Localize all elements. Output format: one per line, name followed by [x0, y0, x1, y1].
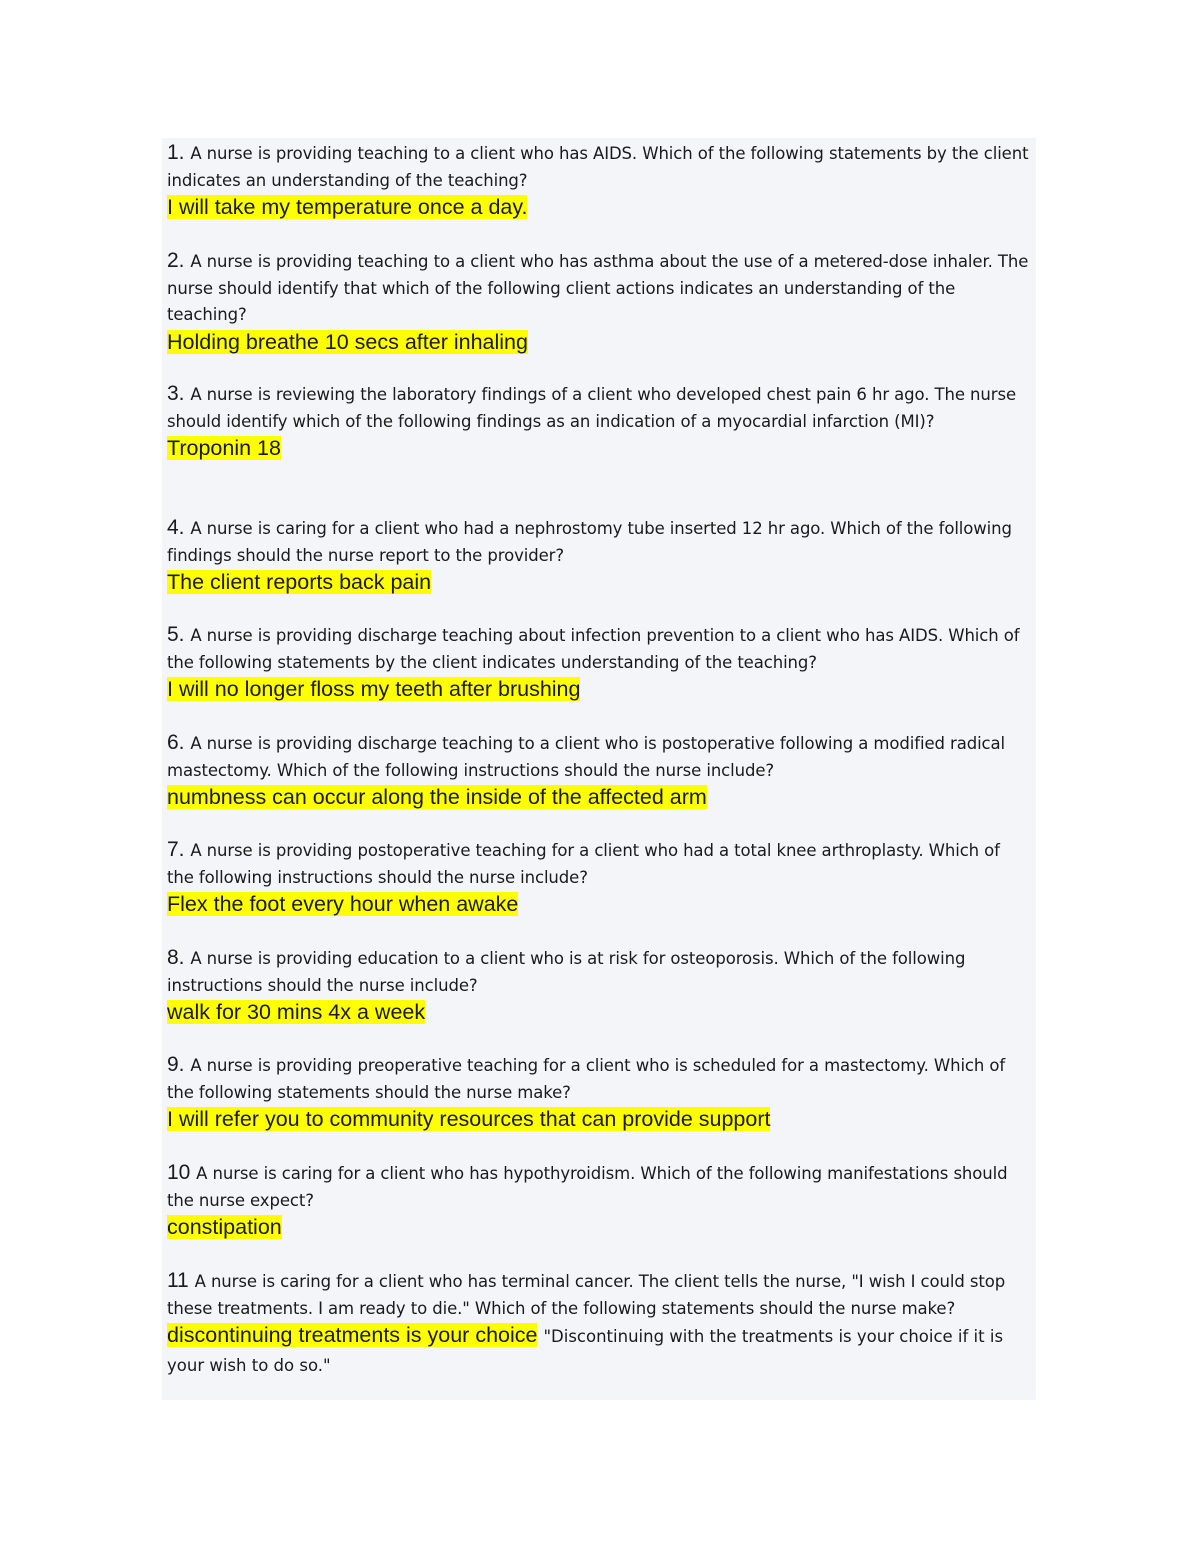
question-item-5 — [167, 622, 1029, 703]
question-item-4 — [167, 515, 1029, 596]
question-body: A nurse is providing discharge teaching to a client who is postoperative following a modified radical mastectomy. Which of the following instructions should the nurse include? — [167, 734, 1006, 780]
question-body: A nurse is reviewing the laboratory findings of a client who developed chest pain 6 hr ago. The nurse should identify which of the following findings as an indication of a myocardial infarction (MI)? — [167, 385, 1017, 431]
highlighted-answer: Flex the foot every hour when awake — [167, 892, 519, 916]
question-item-3 — [167, 381, 1029, 462]
highlighted-answer: discontinuing treatments is your choice — [167, 1323, 538, 1347]
answer-explanation: "Discontinuing with the treatments is your choice if it is your wish to do so." — [167, 1327, 1004, 1375]
highlighted-answer: Holding breathe 10 secs after inhaling — [167, 329, 528, 354]
question-number: 5. — [167, 623, 185, 646]
question-text — [167, 837, 1029, 891]
question-item-6 — [167, 730, 1029, 811]
question-body: A nurse is providing teaching to a client who has AIDS. Which of the following statements by the client indicates an understanding of the teaching? — [167, 144, 1029, 190]
answer-text — [167, 784, 1029, 811]
question-text — [167, 381, 1029, 435]
question-text — [167, 1160, 1029, 1214]
highlighted-answer: numbness can occur along the inside of the affected arm — [167, 785, 707, 809]
question-body: A nurse is caring for a client who had a nephrostomy tube inserted 12 hr ago. Which of the following findings should the nurse report to the provider? — [167, 519, 1012, 565]
question-text — [167, 730, 1029, 784]
question-body: A nurse is providing education to a client who is at risk for osteoporosis. Which of the following instructions should the nurse include? — [167, 949, 966, 995]
question-body: A nurse is caring for a client who has hypothyroidism. Which of the following manifestations should the nurse expect? — [167, 1164, 1008, 1210]
question-number: 10 — [167, 1161, 191, 1184]
question-number: 4. — [167, 516, 185, 539]
question-text — [167, 515, 1029, 569]
highlighted-answer: The client reports back pain — [167, 570, 432, 594]
answer-text — [167, 891, 1029, 918]
answer-text — [167, 194, 1029, 221]
question-body: A nurse is providing preoperative teaching for a client who is scheduled for a mastectomy. Which of the following statements should the nurse make? — [167, 1056, 1006, 1102]
question-number: 8. — [167, 946, 185, 969]
question-number: 7. — [167, 838, 185, 861]
question-number: 9. — [167, 1053, 185, 1076]
question-number: 11 — [167, 1269, 189, 1292]
question-number: 3. — [167, 382, 185, 405]
answer-text — [167, 569, 1029, 596]
question-item-7 — [167, 837, 1029, 918]
document-content — [162, 138, 1036, 1400]
question-item-11 — [167, 1268, 1029, 1379]
question-text — [167, 140, 1029, 194]
question-body: A nurse is providing teaching to a client who has asthma about the use of a metered-dose inhaler. The nurse should identify that which of the following client actions indicates an understanding of the teaching? — [167, 252, 1029, 324]
highlighted-answer: I will take my temperature once a day. — [167, 195, 528, 219]
question-body: A nurse is caring for a client who has terminal cancer. The client tells the nurse, "I wish I could stop these treatments. I am ready to die." Which of the following statements should the nurse make? — [167, 1272, 1006, 1318]
question-text — [167, 1052, 1029, 1106]
question-number: 6. — [167, 731, 185, 754]
answer-text — [167, 676, 1029, 703]
question-text — [167, 945, 1029, 999]
question-item-9 — [167, 1052, 1029, 1133]
answer-text — [167, 1106, 1029, 1133]
highlighted-answer: constipation — [167, 1215, 282, 1239]
question-item-2 — [167, 248, 1029, 356]
highlighted-answer: Troponin 18 — [167, 436, 281, 460]
question-item-1 — [167, 140, 1029, 221]
highlighted-answer: I will no longer floss my teeth after brushing — [167, 677, 581, 701]
question-text — [167, 622, 1029, 676]
question-text — [167, 248, 1029, 329]
highlighted-answer: walk for 30 mins 4x a week — [167, 1000, 426, 1024]
highlighted-answer: I will refer you to community resources that can provide support — [167, 1107, 771, 1131]
question-item-10 — [167, 1160, 1029, 1241]
answer-text — [167, 1322, 1029, 1379]
answer-text — [167, 435, 1029, 462]
question-text — [167, 1268, 1029, 1322]
question-number: 1. — [167, 141, 185, 164]
question-item-8 — [167, 945, 1029, 1026]
question-body: A nurse is providing discharge teaching about infection prevention to a client who has AIDS. Which of the following statements by the client indicates understanding of the teaching? — [167, 626, 1020, 672]
answer-text — [167, 329, 1029, 356]
answer-text — [167, 1214, 1029, 1241]
question-number: 2. — [167, 249, 185, 272]
question-body: A nurse is providing postoperative teaching for a client who had a total knee arthroplasty. Which of the following instructions should the nurse include? — [167, 841, 1000, 887]
answer-text — [167, 999, 1029, 1026]
